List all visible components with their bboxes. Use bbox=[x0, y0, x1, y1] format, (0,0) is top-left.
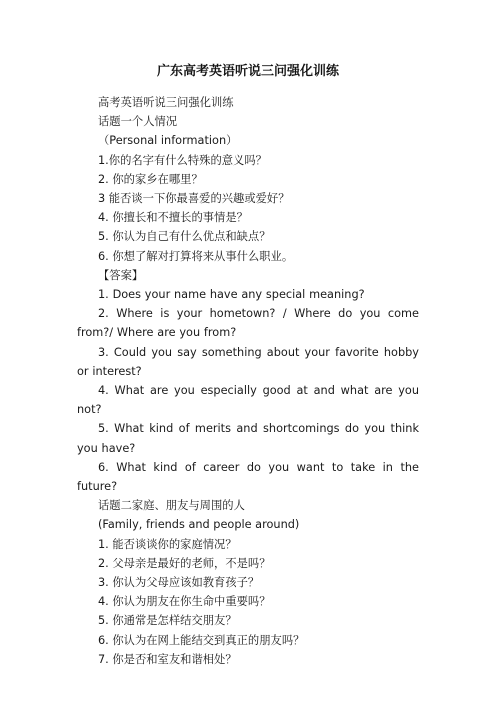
paragraph: 5. 你通常是怎样结交朋友？ bbox=[98, 614, 237, 628]
paragraph: 5. 你认为自己有什么优点和缺点？ bbox=[98, 230, 271, 244]
paragraph: 3. Could you say something about your favorite hobby or interest? bbox=[77, 345, 419, 378]
paragraph: 7. 你是否和室友和谐相处？ bbox=[98, 652, 237, 666]
paragraph: 3 能否谈一下你最喜爱的兴趣或爱好？ bbox=[98, 192, 290, 206]
paragraph: 4. What are you especially good at and what are you not? bbox=[77, 384, 419, 417]
document-body bbox=[77, 93, 419, 669]
paragraph: 4. 你认为朋友在你生命中重要吗？ bbox=[98, 595, 271, 609]
paragraph: 1. Does your name have any special meaning? bbox=[98, 288, 365, 302]
paragraph: (Family, friends and people around) bbox=[98, 518, 300, 532]
answer-heading: 【答案】 bbox=[98, 268, 144, 282]
paragraph: 4. 你擅长和不擅长的事情是？ bbox=[98, 211, 248, 225]
paragraph: 2. 父母亲是最好的老师，不是吗？ bbox=[98, 556, 271, 570]
paragraph: 6. What kind of career do you want to take in the future? bbox=[77, 460, 419, 494]
paragraph: 1. 能否谈谈你的家庭情况？ bbox=[98, 537, 237, 551]
paragraph: （Personal information） bbox=[98, 134, 238, 148]
paragraph: 话题二家庭、朋友与周围的人 bbox=[98, 499, 245, 513]
document-title: 广东高考英语听说三问强化训练 bbox=[156, 64, 339, 79]
paragraph: 3. 你认为父母应该如教育孩子？ bbox=[98, 576, 260, 590]
paragraph: 6. 你想了解对打算将来从事什么职业。 bbox=[98, 249, 294, 263]
paragraph: 高考英语听说三问强化训练 bbox=[98, 96, 234, 109]
paragraph: 5. What kind of merits and shortcomings do you think you have? bbox=[77, 422, 419, 455]
paragraph: 1.你的名字有什么特殊的意义吗？ bbox=[98, 153, 267, 167]
paragraph: 6. 你认为在网上能结交到真正的朋友吗？ bbox=[98, 633, 305, 647]
paragraph: 2. Where is your hometown? / Where do you come from?/ Where are you from? bbox=[77, 307, 419, 340]
paragraph: 2. 你的家乡在哪里？ bbox=[98, 172, 203, 186]
paragraph: 话题一个人情况 bbox=[98, 115, 178, 129]
